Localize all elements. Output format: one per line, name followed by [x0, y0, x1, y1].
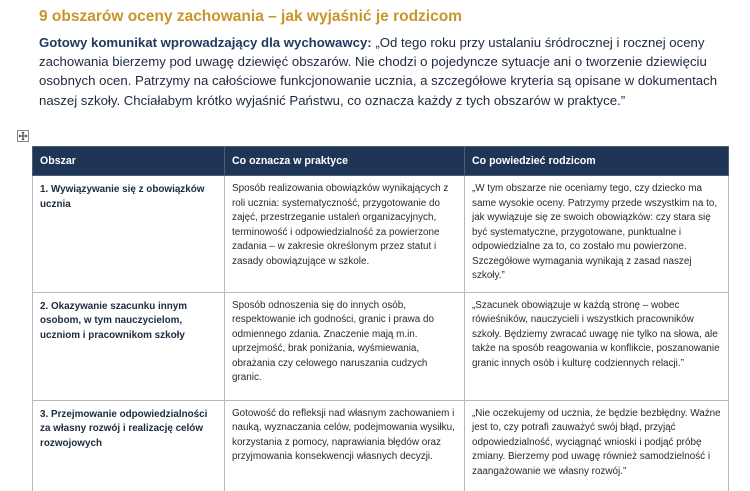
area-cell: 1. Wywiązywanie się z obowiązków ucznia: [33, 176, 225, 293]
table-row: [33, 176, 729, 293]
intro-lead: Gotowy komunikat wprowadzający dla wychowawcy:: [39, 35, 372, 50]
table-move-handle[interactable]: [17, 130, 29, 142]
area-cell: 2. Okazywanie szacunku innym osobom, w tym nauczycielom, uczniom i pracownikom szkoły: [33, 292, 225, 400]
document-title: 9 obszarów oceny zachowania – jak wyjaśnić je rodzicom: [39, 8, 462, 25]
meaning-cell: Sposób odnoszenia się do innych osób, respektowanie ich godności, granic i prawa do odmiennego zdania. Znaczenie mają m.in. uprzejmość, brak poniżania, wyśmiewania, obrażania czy celowego naruszania cudzych granic.: [225, 292, 465, 400]
parents-cell: „Szacunek obowiązuje w każdą stronę – wobec rówieśników, nauczycieli i wszystkich pracowników szkoły. Będziemy zwracać uwagę nie tylko na słowa, ale także na sposób reagowania w konflikcie, poszanowanie granic innych osób i kulturę codziennych relacji.”: [465, 292, 729, 400]
area-cell: 3. Przejmowanie odpowiedzialności za własny rozwój i realizację celów rozwojowych: [33, 400, 225, 491]
table-header-row: [33, 147, 729, 176]
intro-text: „Od tego roku przy ustalaniu śródrocznej i rocznej oceny zachowania bierzemy pod uwagę dziewięć obszarów. Nie chodzi o pojedyncze sytuacje ani o tworzenie dziewięciu osobnych ocen. Patrzymy na całościowe funkcjonowanie ucznia, a szczegółowe kryteria są opisane w dokumentach naszej szkoły. Chciałabym krótko wyjaśnić Państwu, co oznacza każdy z tych obszarów w praktyce.”: [39, 35, 718, 108]
intro-paragraph: [39, 33, 729, 110]
parents-cell: „Nie oczekujemy od ucznia, że będzie bezbłędny. Ważne jest to, czy potrafi zauważyć swój błąd, przyjąć odpowiedzialność, wyciągnąć wnioski i podjąć próbę zmiany. Bierzemy pod uwagę również samodzielność i zaangażowanie we własny rozwój.”: [465, 400, 729, 491]
header-meaning: Co oznacza w praktyce: [225, 147, 465, 176]
parents-cell: „W tym obszarze nie oceniamy tego, czy dziecko ma same wysokie oceny. Patrzymy przede wszystkim na to, jak wywiązuje się ze swoich obowiązków: czy stara się być systematyczne, przygotowane, punktualne i odpowiedzialne za to, co zostało mu powierzone. Szczegółowe wymagania wynikają z zasad naszej szkoły.”: [465, 176, 729, 293]
table-row: [33, 400, 729, 491]
header-parents: Co powiedzieć rodzicom: [465, 147, 729, 176]
move-arrows-icon: [18, 131, 28, 141]
meaning-cell: Sposób realizowania obowiązków wynikających z roli ucznia: systematyczność, przygotowanie do zajęć, przestrzeganie ustaleń organizacyjnych, terminowość i odpowiedzialność za powierzone zadania – w zakresie określonym przez statut i zasady obowiązujące w szkole.: [225, 176, 465, 293]
header-area: Obszar: [33, 147, 225, 176]
meaning-cell: Gotowość do refleksji nad własnym zachowaniem i nauką, wyznaczania celów, podejmowania wysiłku, korzystania z pomocy, naprawiania błędów oraz przyjmowania konsekwencji własnych decyzji.: [225, 400, 465, 491]
table-row: [33, 292, 729, 400]
behavior-areas-table: [32, 146, 729, 491]
